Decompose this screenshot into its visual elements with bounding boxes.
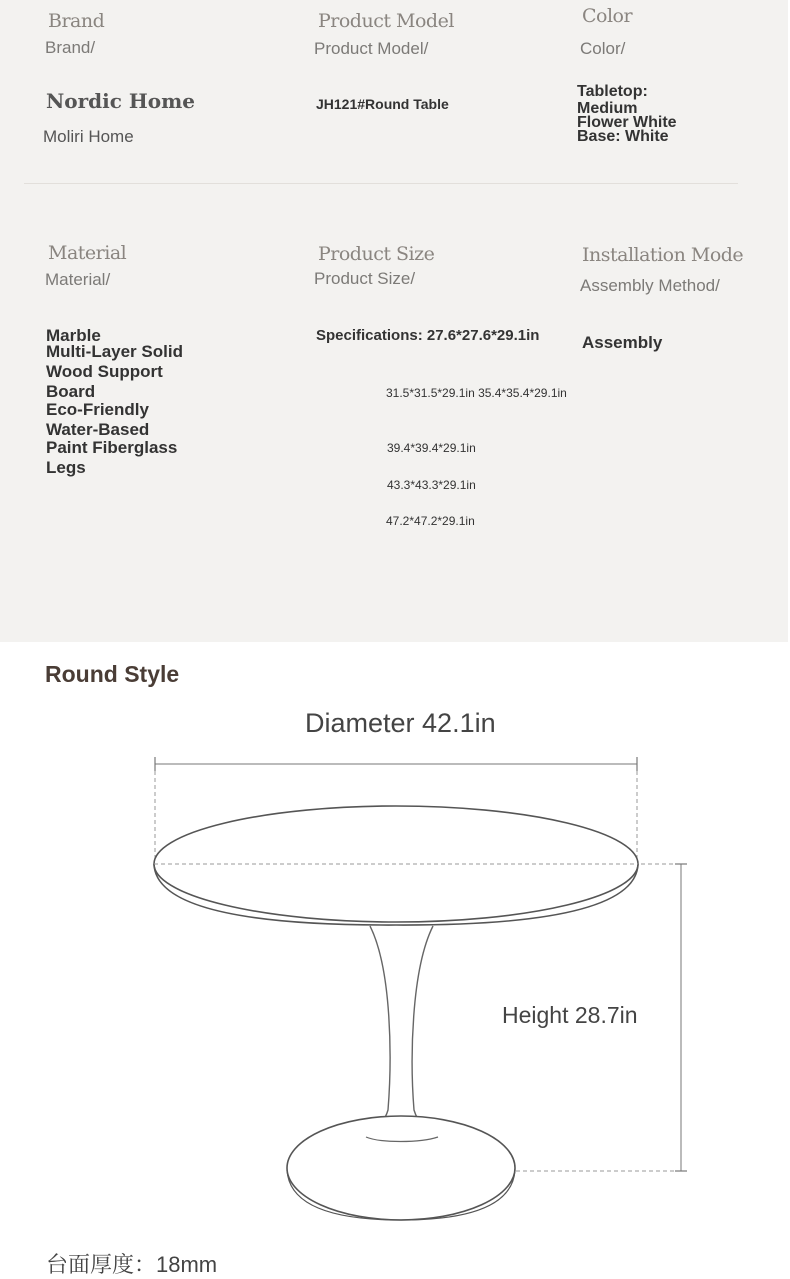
install-value: Assembly xyxy=(582,333,663,352)
size-option: 39.4*39.4*29.1in xyxy=(387,441,476,455)
model-label-serif: Product Model xyxy=(318,10,454,32)
color-line: Medium xyxy=(577,100,638,117)
size-label: Product Size/ xyxy=(314,269,416,288)
size-option: 31.5*31.5*29.1in 35.4*35.4*29.1in xyxy=(386,386,567,400)
color-line: Flower White xyxy=(577,114,677,131)
material-label-serif: Material xyxy=(48,242,127,264)
brand-label-serif: Brand xyxy=(48,10,105,32)
color-line: Tabletop: xyxy=(577,83,648,100)
material-line: Board xyxy=(46,382,96,401)
material-value xyxy=(46,328,183,478)
material-line: Marble xyxy=(46,326,101,345)
diameter-label: Diameter 42.1in xyxy=(305,708,496,738)
color-label: Color/ xyxy=(580,39,626,58)
brand-label: Brand/ xyxy=(45,38,96,57)
pedestal-left xyxy=(366,926,390,1137)
size-option: 43.3*43.3*29.1in xyxy=(387,478,476,492)
material-line: Paint Fiberglass xyxy=(46,438,178,457)
size-label-serif: Product Size xyxy=(318,243,435,265)
pedestal-right xyxy=(412,926,438,1137)
install-label-serif: Installation Mode xyxy=(582,244,744,266)
thickness-label: 台面厚度：18mm xyxy=(46,1252,218,1277)
material-line: Legs xyxy=(46,458,86,477)
table-diagram xyxy=(0,640,790,1263)
model-value: JH121#Round Table xyxy=(316,96,449,112)
section-title: Round Style xyxy=(45,661,180,687)
divider xyxy=(24,183,738,184)
color-value xyxy=(577,84,677,144)
size-option: 47.2*47.2*29.1in xyxy=(386,514,475,528)
size-spec: Specifications: 27.6*27.6*29.1in xyxy=(316,327,540,344)
color-label-serif: Color xyxy=(582,5,633,27)
base-top xyxy=(287,1116,515,1220)
material-label: Material/ xyxy=(45,270,111,289)
brand-value-serif: Nordic Home xyxy=(46,89,196,113)
material-line: Eco-Friendly xyxy=(46,400,149,419)
material-line: Multi-Layer Solid xyxy=(46,342,183,361)
height-label: Height 28.7in xyxy=(502,1002,638,1028)
brand-value: Moliri Home xyxy=(43,127,134,146)
color-line: Base: White xyxy=(577,128,669,145)
material-line: Water-Based xyxy=(46,420,150,439)
model-label: Product Model/ xyxy=(314,39,429,58)
material-line: Wood Support xyxy=(46,362,163,381)
install-label: Assembly Method/ xyxy=(580,276,720,295)
